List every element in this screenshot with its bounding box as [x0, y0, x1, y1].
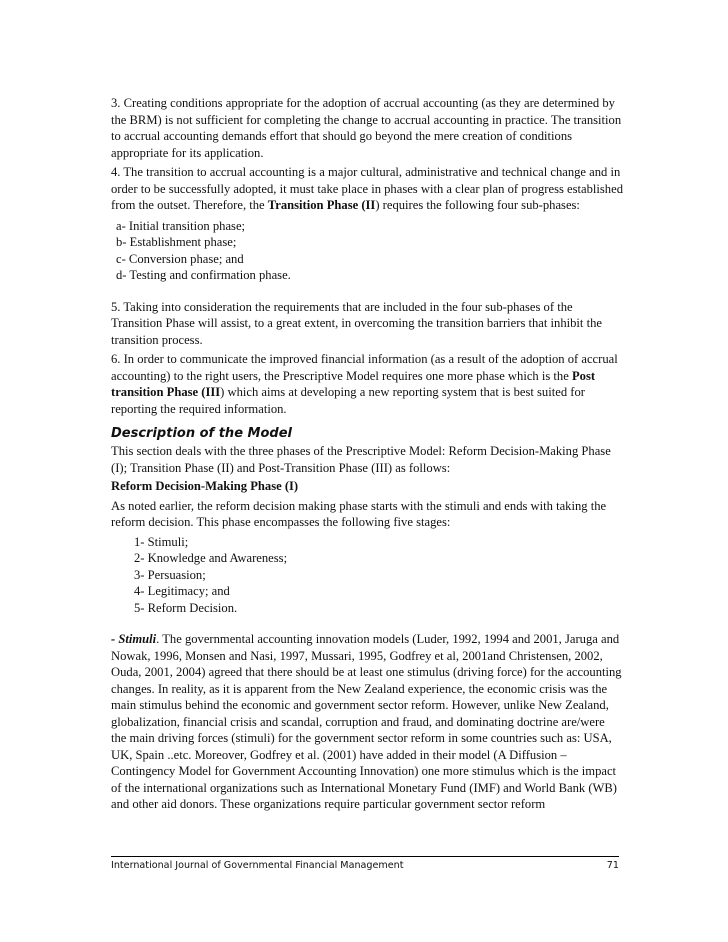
list-item: d- Testing and confirmation phase. — [116, 268, 291, 282]
paragraph-4-text-end: ) requires the following four sub-phases: — [375, 198, 580, 212]
list-item: b- Establishment phase; — [116, 235, 237, 249]
paragraph-4-text: 4. The transition to accrual accounting is a major cultural, administrative and technical change and in order to be successfully adopted, it must take place in phases with a clear plan of progress established from the outset. Therefore, the — [111, 165, 623, 212]
page-body — [111, 95, 623, 813]
section-heading: Description of the Model — [111, 426, 292, 441]
list-item: 5- Reform Decision. — [134, 600, 238, 615]
subsection-intro: As noted earlier, the reform decision making phase starts with the stimuli and ends with taking the reform decision. This phase encompasses the following five stages: — [111, 498, 607, 529]
paragraph-5: 5. Taking into consideration the requirements that are included in the four sub-phases of the Transition Phase will assist, to a great extent, in overcoming the transition barriers that inhibit the transition process. — [111, 299, 602, 347]
list-item: 2- Knowledge and Awareness; — [134, 551, 288, 565]
page-footer — [111, 856, 619, 871]
stages-list — [111, 534, 623, 617]
journal-name: International Journal of Governmental Financial Management — [111, 860, 404, 871]
paragraph-6 — [111, 351, 623, 417]
list-item: c- Conversion phase; and — [116, 251, 244, 266]
paragraph-6-text: 6. In order to communicate the improved financial information (as a result of the adoption of accrual accounting) to the right users, the Prescriptive Model requires one more phase which is the — [111, 352, 618, 383]
stimuli-term: - Stimuli — [111, 632, 157, 646]
stimuli-text: . The governmental accounting innovation models (Luder, 1992, 1994 and 2001, Jaruga and Nowak, 1996, Monsen and Nasi, 1997, Mussari, 1995, Godfrey et al, 2001and Christensen, 2002, Ouda, 2001, 2004) agreed that there should be at least one stimulus (driving force) for the accounting changes. In reality, as it is apparent from the New Zealand experience, the economic crisis was the main stimulus behind the economic and government sector reform. However, unlike New Zealand, globalization, financial crisis and scandal, corruption and fraud, and dominating doctrine are/were the main driving forces (stimuli) for the government sector reform in some countries such as: USA, UK, Spain ..etc. Moreover, Godfrey et al. (2001) have added in their model (A Diffusion –Contingency Model for Government Accounting Innovation) one more stimulus which is the impact of the international organizations such as International Monetary Fund (IMF) and World Bank (WB) and other aid donors. These organizations require particular government sector reform — [111, 632, 622, 811]
transition-phase-term: Transition Phase (II — [267, 198, 376, 212]
post-transition-phase-term: Post transition Phase (III — [111, 368, 596, 399]
list-item: 4- Legitimacy; and — [134, 584, 230, 598]
paragraph-4 — [111, 164, 623, 214]
stimuli-paragraph — [111, 631, 623, 813]
list-item: 1- Stimuli; — [134, 534, 189, 549]
subsection-heading: Reform Decision-Making Phase (I) — [111, 479, 299, 493]
list-item: 3- Persuasion; — [134, 567, 206, 582]
page-number: 71 — [606, 860, 619, 871]
list-item: a- Initial transition phase; — [116, 218, 246, 233]
section-intro: This section deals with the three phases of the Prescriptive Model: Reform Decision-Making Phase (I); Transition Phase (II) and Post-Transition Phase (III) as follows: — [111, 444, 611, 475]
paragraph-6-text-end: ) which aims at developing a new reporting system that is best suited for reporting the required information. — [111, 385, 585, 416]
paragraph-3: 3. Creating conditions appropriate for the adoption of accrual accounting (as they are determined by the BRM) is not sufficient for completing the change to accrual accounting in practice. The transition to accrual accounting demands effort that should go beyond the mere creation of conditions appropriate for its application. — [111, 96, 622, 160]
sub-phase-list — [111, 218, 623, 284]
